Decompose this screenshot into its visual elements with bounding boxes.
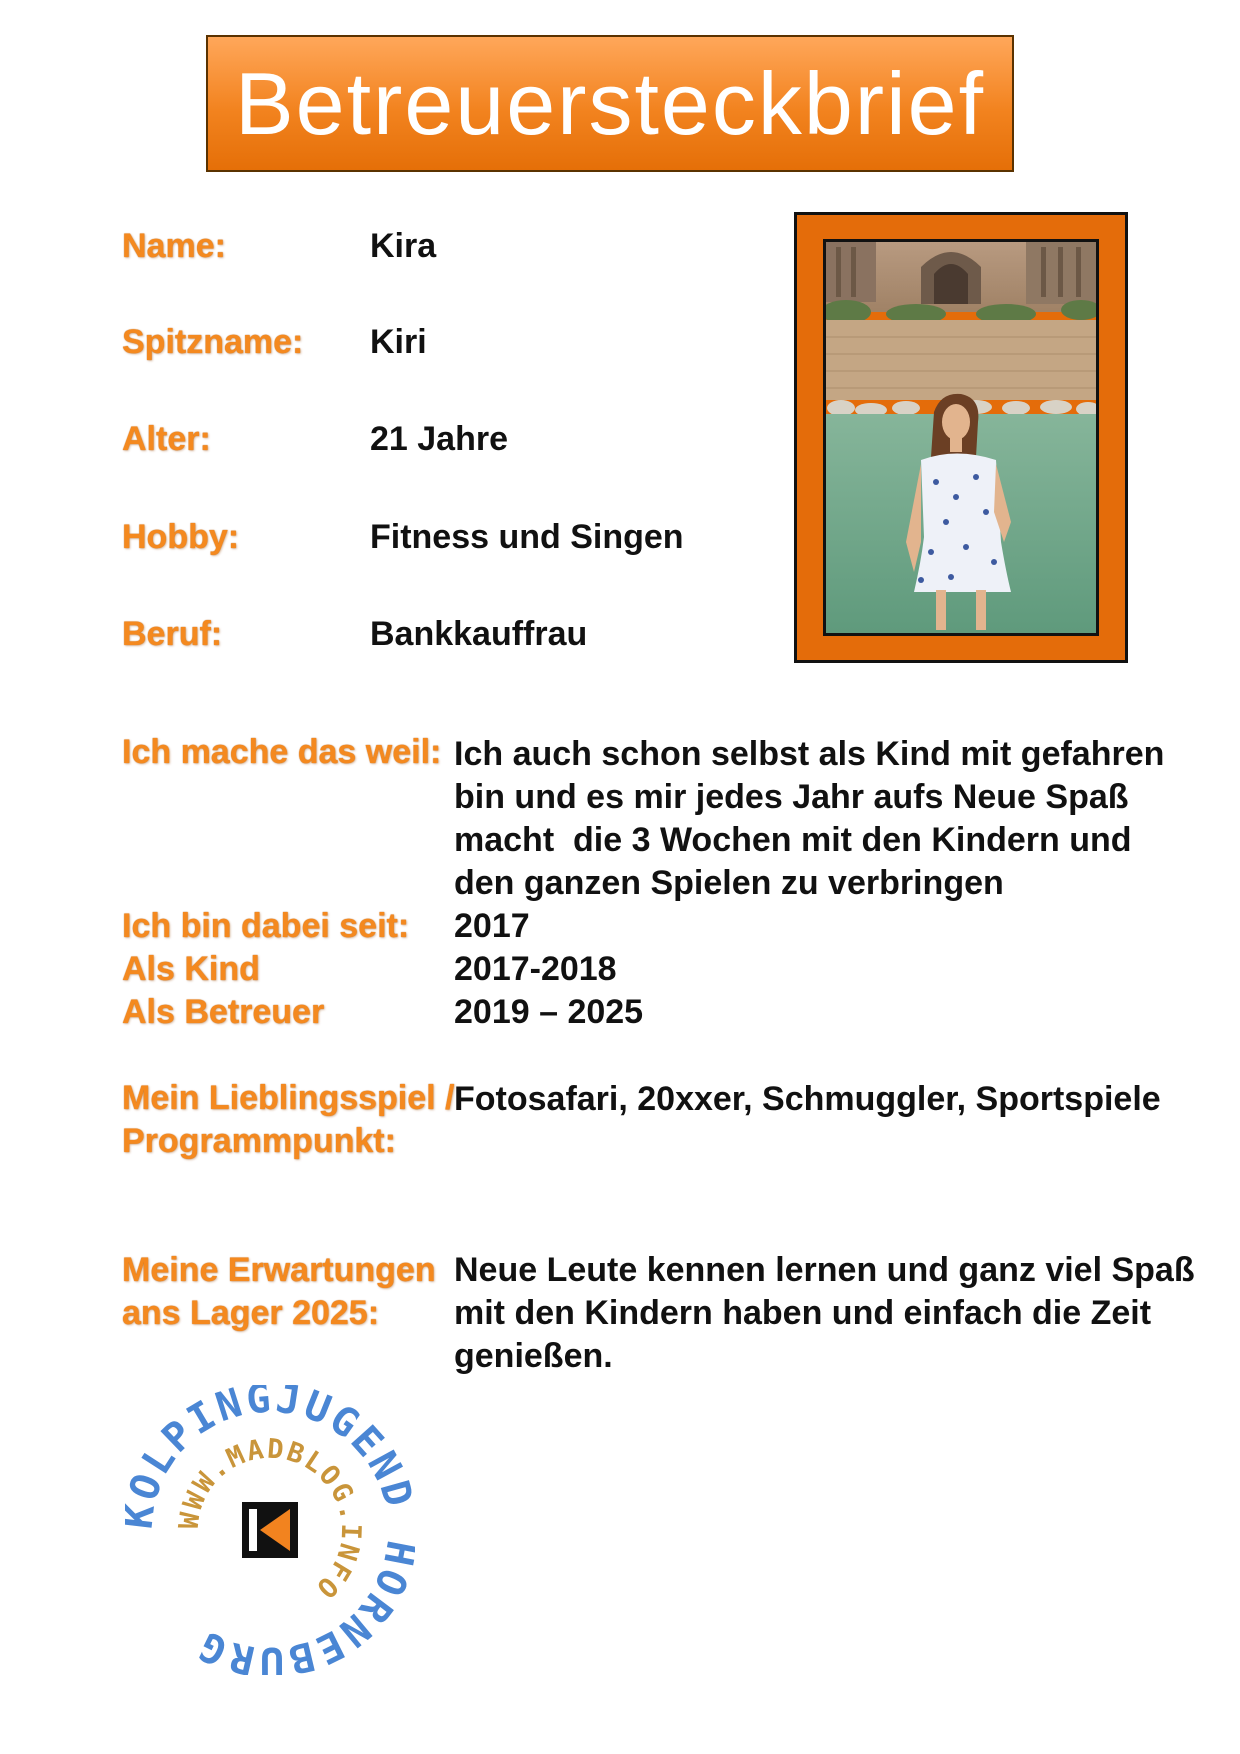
job-value: Bankkauffrau: [370, 615, 588, 653]
as-child-value: 2017-2018: [454, 950, 617, 988]
expectations-line-2: mit den Kindern haben und einfach die Zeit: [454, 1294, 1152, 1332]
kolping-k-icon: [242, 1502, 298, 1558]
reason-line-4: den ganzen Spielen zu verbringen: [454, 864, 1004, 902]
nickname-value: Kiri: [370, 323, 427, 361]
reason-line-3: macht die 3 Wochen mit den Kindern und: [454, 821, 1132, 859]
age-label: Alter:: [122, 420, 211, 458]
job-label: Beruf:: [122, 615, 223, 653]
reason-line-1: Ich auch schon selbst als Kind mit gefahren: [454, 735, 1165, 773]
as-supervisor-value: 2019 – 2025: [454, 993, 644, 1031]
expectations-label-line-1: Meine Erwartungen: [122, 1251, 436, 1289]
reason-line-2: bin und es mir jedes Jahr aufs Neue Spaß: [454, 778, 1129, 816]
age-value: 21 Jahre: [370, 420, 508, 458]
profile-photo: [823, 239, 1099, 636]
nickname-label: Spitzname:: [122, 323, 304, 361]
name-value: Kira: [370, 227, 437, 265]
hobby-label: Hobby:: [122, 518, 240, 556]
as-child-label: Als Kind: [122, 950, 260, 988]
as-supervisor-label: Als Betreuer: [122, 993, 325, 1031]
page-title: Betreuersteckbrief: [234, 53, 986, 153]
since-label: Ich bin dabei seit:: [122, 907, 410, 945]
title-banner: [206, 35, 1014, 172]
favorite-label-line-2: Programmpunkt:: [122, 1122, 396, 1160]
since-value: 2017: [454, 907, 530, 945]
logo-inner-text: WWW.MADBLOG.INFO: [173, 1433, 367, 1606]
favorite-value: Fotosafari, 20xxer, Schmuggler, Sportspiele: [454, 1080, 1161, 1118]
name-label: Name:: [122, 227, 226, 265]
logo-outer-text: OLPINGJUGEN ORNEBURG: [125, 1385, 415, 1675]
photo-frame: [794, 212, 1128, 663]
kolpingjugend-logo: [125, 1385, 415, 1675]
expectations-line-1: Neue Leute kennen lernen und ganz viel Spaß: [454, 1251, 1195, 1289]
expectations-line-3: genießen.: [454, 1337, 613, 1375]
reason-label: Ich mache das weil:: [122, 733, 442, 771]
hobby-value: Fitness und Singen: [370, 518, 684, 556]
expectations-label-line-2: ans Lager 2025:: [122, 1294, 380, 1332]
favorite-label-line-1: Mein Lieblingsspiel /: [122, 1079, 455, 1117]
